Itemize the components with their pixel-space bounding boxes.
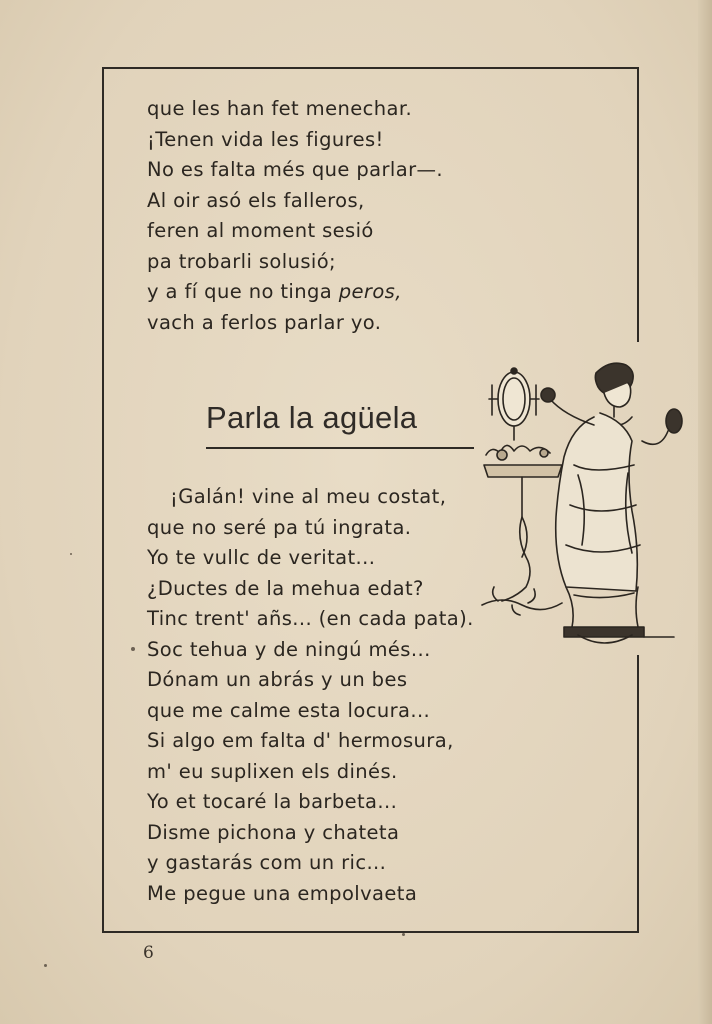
- paper-speck: [70, 553, 72, 555]
- poem-line: que me calme esta locura...: [147, 698, 431, 722]
- poem-line: Tinc trent' añs... (en cada pata).: [147, 607, 474, 630]
- page-number: 6: [143, 943, 154, 963]
- book-spine-shadow: [698, 0, 712, 1024]
- poem-line: ¡Tenen vida les figures!: [147, 127, 384, 151]
- poem-line-with-italic: y a fí que no tinga peros,: [147, 280, 402, 303]
- poem-line: m' eu suplixen els dinés.: [147, 759, 398, 783]
- poem-line: Yo et tocaré la barbeta...: [147, 790, 398, 813]
- poem-line: vach a ferlos parlar yo.: [147, 310, 382, 334]
- poem-line: Soc tehua y de ningú més...: [147, 637, 431, 661]
- poem-line: y gastarás com un ric...: [147, 851, 387, 874]
- section-title: Parla la agüela: [206, 400, 418, 435]
- poem-line: Dónam un abrás y un bes: [147, 668, 408, 691]
- paper-speck: [44, 964, 47, 967]
- poem-top: [147, 94, 487, 338]
- poem-line: que no seré pa tú ingrata.: [147, 515, 412, 539]
- frame-right-rule-lower: [637, 655, 639, 933]
- poem-line: Me pegue una empolvaeta: [147, 881, 418, 905]
- poem-line: Disme pichona y chateta: [147, 820, 400, 844]
- poem-line: ¡Galán! vine al meu costat,: [170, 485, 447, 508]
- frame-right-rule-upper: [637, 67, 639, 342]
- poem-line: Yo te vullc de veritat...: [147, 546, 376, 569]
- italic-word: peros,: [338, 280, 402, 303]
- frame-bottom-rule: [102, 931, 639, 933]
- poem-line: ¿Ductes de la mehua edat?: [147, 576, 424, 600]
- frame-top-rule: [102, 67, 639, 69]
- poem-line: Al oir asó els falleros,: [147, 188, 365, 212]
- paper-speck: [131, 647, 135, 651]
- poem-line: feren al moment sesió: [147, 219, 374, 242]
- frame-left-rule: [102, 67, 104, 933]
- poem-line: que les han fet menechar.: [147, 97, 413, 120]
- woman-at-vanity-mirror-icon: [478, 355, 688, 650]
- poem-line: No es falta més que parlar—.: [147, 158, 444, 181]
- poem-line: Si algo em falta d' hermosura,: [147, 729, 454, 752]
- poem-bottom: [147, 482, 487, 909]
- paper-speck: [402, 933, 405, 936]
- section-title-underline: [206, 447, 474, 449]
- poem-line: pa trobarli solusió;: [147, 249, 337, 273]
